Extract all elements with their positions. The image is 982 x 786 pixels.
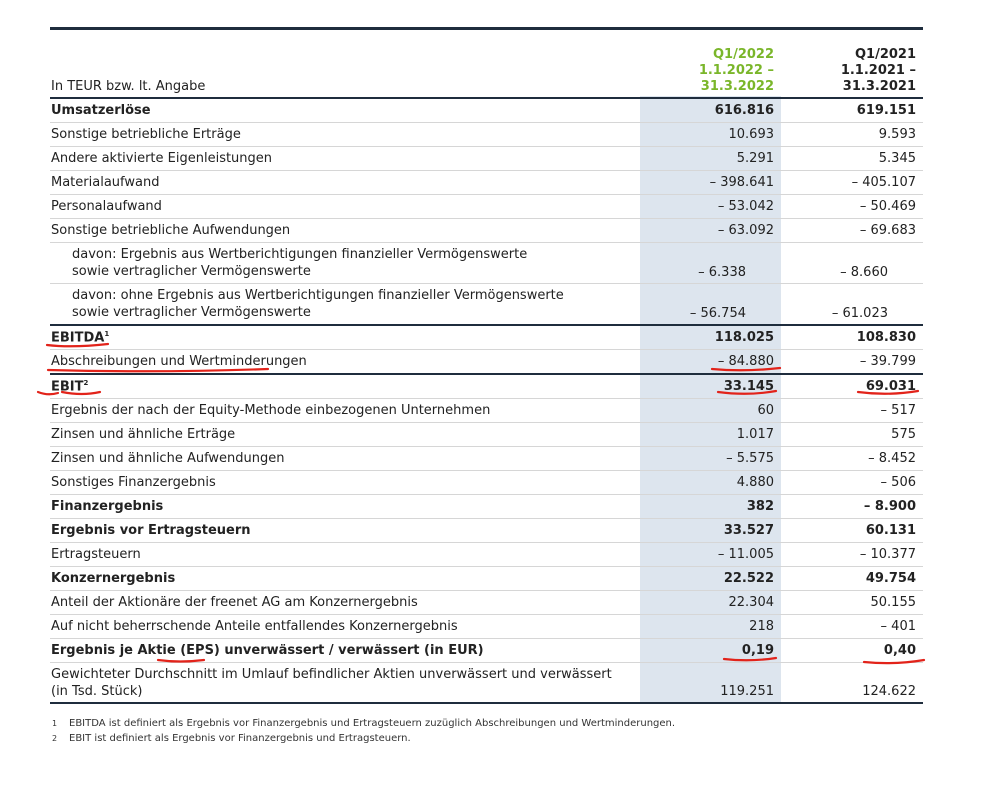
row-label: Finanzergebnis xyxy=(50,495,640,519)
row-equity-methode xyxy=(50,399,923,423)
prior-value: – 506 xyxy=(781,471,923,495)
row-anteil-aktionaere xyxy=(50,591,923,615)
row-label: Andere aktivierte Eigenleistungen xyxy=(50,147,640,171)
current-value: – 5.575 xyxy=(640,447,781,471)
row-sonstiges-finanzergebnis xyxy=(50,471,923,495)
current-value: 218 xyxy=(640,615,781,639)
current-value: 22.304 xyxy=(640,591,781,615)
current-period-header: Q1/2022 1.1.2022 – 31.3.2022 xyxy=(640,37,781,98)
prior-value: – 401 xyxy=(781,615,923,639)
row-davon-wertberichtigungen xyxy=(50,243,923,284)
prior-value: 5.345 xyxy=(781,147,923,171)
row-konzernergebnis xyxy=(50,567,923,591)
prior-value: 108.830 xyxy=(781,325,923,350)
row-ebit xyxy=(50,374,923,399)
row-label: Materialaufwand xyxy=(50,171,640,195)
row-label: Auf nicht beherrschende Anteile entfallendes Konzernergebnis xyxy=(50,615,640,639)
prior-value: 60.131 xyxy=(781,519,923,543)
current-value: – 56.754 xyxy=(640,284,781,326)
table-header-row xyxy=(50,37,923,98)
prior-value: – 517 xyxy=(781,399,923,423)
row-label: Sonstiges Finanzergebnis xyxy=(50,471,640,495)
prior-value: 9.593 xyxy=(781,123,923,147)
row-label: davon: ohne Ergebnis aus Wertberichtigungen finanzieller Vermögenswerte sowie vertraglicher Vermögenswerte xyxy=(50,284,640,326)
row-label: Zinsen und ähnliche Erträge xyxy=(50,423,640,447)
current-value: 33.145 xyxy=(640,374,781,399)
current-value: 119.251 xyxy=(640,663,781,704)
current-value: 60 xyxy=(640,399,781,423)
current-value: – 398.641 xyxy=(640,171,781,195)
current-value: 10.693 xyxy=(640,123,781,147)
row-ebitda xyxy=(50,325,923,350)
row-label: davon: Ergebnis aus Wertberichtigungen finanzieller Vermögenswerte sowie vertraglicher Vermögenswerte xyxy=(50,243,640,284)
row-label: Gewichteter Durchschnitt im Umlauf befindlicher Aktien unverwässert und verwässert (in Tsd. Stück) xyxy=(50,663,640,704)
row-gewichteter-durchschnitt xyxy=(50,663,923,704)
prior-value: – 405.107 xyxy=(781,171,923,195)
prior-value: 575 xyxy=(781,423,923,447)
row-label: Sonstige betriebliche Erträge xyxy=(50,123,640,147)
current-value: 118.025 xyxy=(640,325,781,350)
current-value: – 11.005 xyxy=(640,543,781,567)
prior-value: – 8.660 xyxy=(781,243,923,284)
footnote-ref: 1 xyxy=(104,329,110,338)
prior-value: – 50.469 xyxy=(781,195,923,219)
row-label: EBITDA$^1$ xyxy=(50,325,640,350)
current-value: – 84.880 xyxy=(640,350,781,375)
row-label: Umsatzerlöse xyxy=(50,98,640,123)
row-personalaufwand xyxy=(50,195,923,219)
row-label: Ergebnis vor Ertragsteuern xyxy=(50,519,640,543)
row-andere-aktivierte-eigenleistungen xyxy=(50,147,923,171)
row-label: Ergebnis je Aktie (EPS) unverwässert / verwässert (in EUR) xyxy=(50,639,640,663)
row-label: Ertragsteuern xyxy=(50,543,640,567)
prior-value: 124.622 xyxy=(781,663,923,704)
current-value: 33.527 xyxy=(640,519,781,543)
row-nicht-beherrschende-anteile xyxy=(50,615,923,639)
current-value: 616.816 xyxy=(640,98,781,123)
row-sonstige-betriebliche-aufwendungen xyxy=(50,219,923,243)
row-label: Personalaufwand xyxy=(50,195,640,219)
current-value: 4.880 xyxy=(640,471,781,495)
footnotes xyxy=(52,716,675,746)
current-value: 382 xyxy=(640,495,781,519)
prior-value: 0,40 xyxy=(781,639,923,663)
row-label: Abschreibungen und Wertminderungen xyxy=(50,350,640,375)
current-value: – 63.092 xyxy=(640,219,781,243)
row-label: Anteil der Aktionäre der freenet AG am Konzernergebnis xyxy=(50,591,640,615)
prior-value: – 8.452 xyxy=(781,447,923,471)
row-sonstige-betriebliche-ertraege xyxy=(50,123,923,147)
row-label: EBIT$^2$ xyxy=(50,374,640,399)
footnote-1: 1 EBITDA ist definiert als Ergebnis vor Finanzergebnis und Ertragsteuern zuzüglich Abschreibungen und Wertminderungen. xyxy=(52,718,676,729)
unit-label: In TEUR bzw. lt. Angabe xyxy=(50,37,640,98)
prior-value: – 69.683 xyxy=(781,219,923,243)
current-value: 0,19 xyxy=(640,639,781,663)
top-rule xyxy=(50,27,923,30)
prior-period-header: Q1/2021 1.1.2021 – 31.3.2021 xyxy=(781,37,923,98)
prior-value: 619.151 xyxy=(781,98,923,123)
row-umsatzerloese xyxy=(50,98,923,123)
row-zinsen-ertraege xyxy=(50,423,923,447)
current-value: 1.017 xyxy=(640,423,781,447)
footnote-2: 2 EBIT ist definiert als Ergebnis vor Finanzergebnis und Ertragsteuern. xyxy=(52,733,411,744)
prior-value: – 10.377 xyxy=(781,543,923,567)
current-value: 22.522 xyxy=(640,567,781,591)
prior-value: 49.754 xyxy=(781,567,923,591)
row-eps xyxy=(50,639,923,663)
row-ergebnis-vor-ertragsteuern xyxy=(50,519,923,543)
row-ertragsteuern xyxy=(50,543,923,567)
current-value: – 53.042 xyxy=(640,195,781,219)
prior-value: 69.031 xyxy=(781,374,923,399)
prior-value: – 61.023 xyxy=(781,284,923,326)
row-finanzergebnis xyxy=(50,495,923,519)
prior-value: – 8.900 xyxy=(781,495,923,519)
row-label: Ergebnis der nach der Equity-Methode einbezogenen Unternehmen xyxy=(50,399,640,423)
row-zinsen-aufwendungen xyxy=(50,447,923,471)
row-davon-ohne-wertberichtigungen xyxy=(50,284,923,326)
prior-value: – 39.799 xyxy=(781,350,923,375)
row-label: Konzernergebnis xyxy=(50,567,640,591)
current-value: – 6.338 xyxy=(640,243,781,284)
prior-value: 50.155 xyxy=(781,591,923,615)
row-materialaufwand xyxy=(50,171,923,195)
current-value: 5.291 xyxy=(640,147,781,171)
row-label: Zinsen und ähnliche Aufwendungen xyxy=(50,447,640,471)
footnote-ref: 2 xyxy=(83,378,89,387)
row-abschreibungen xyxy=(50,350,923,375)
income-statement-table xyxy=(50,37,923,704)
row-label: Sonstige betriebliche Aufwendungen xyxy=(50,219,640,243)
